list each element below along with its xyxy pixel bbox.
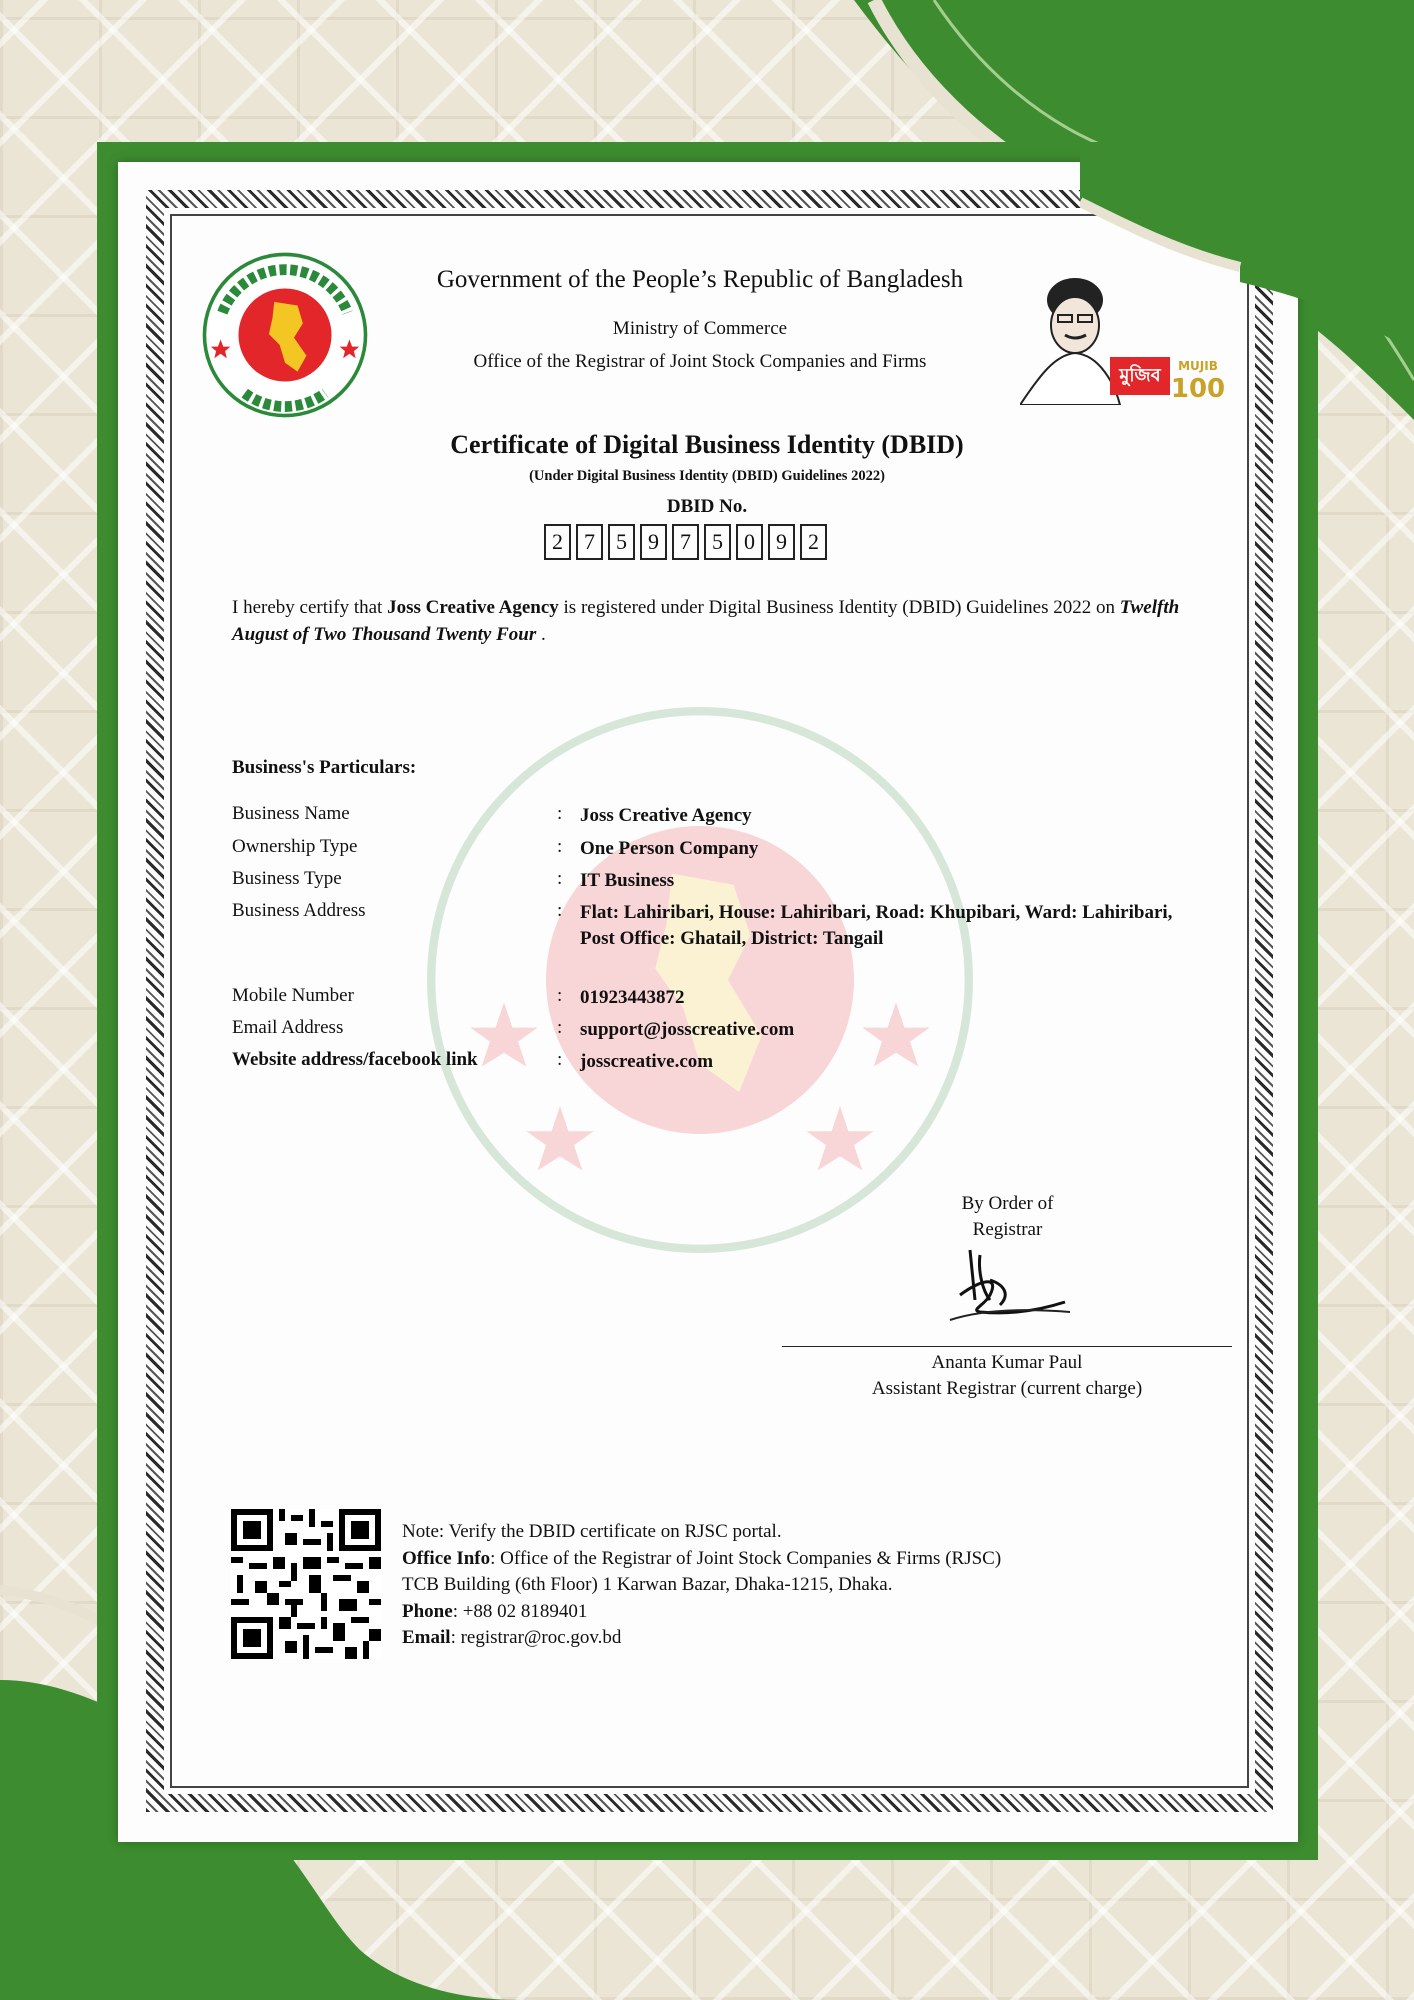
row-colon: : [557,1017,563,1038]
bangladesh-government-emblem [195,250,375,420]
dbid-digit: 2 [544,524,571,560]
particulars-title: Business's Particulars: [232,757,417,778]
certify-suffix: . [536,624,546,645]
ministry-name: Ministry of Commerce [612,318,788,339]
row-colon: : [557,1049,563,1070]
signature-line [782,1346,1232,1347]
dbid-number [544,524,827,560]
dbid-digit: 9 [768,524,795,560]
dbid-digit: 5 [704,524,731,560]
row-value: IT Business [580,870,675,891]
phone-info [402,1599,1001,1626]
row-label: Business Name [232,803,350,824]
certify-prefix: I hereby certify that [232,597,388,618]
phone-label: Phone [402,1600,453,1622]
mujib-100-logo [1020,255,1225,405]
certification-statement [232,594,1212,648]
by-order-block [900,1191,1115,1243]
row-colon: : [557,836,563,857]
svg-text:মুজিব: মুজিব [1119,365,1161,386]
row-label: Ownership Type [232,836,358,857]
government-title: Government of the People’s Republic of Bangladesh [436,266,964,293]
row-label: Business Address [232,900,366,921]
signer-designation: Assistant Registrar (current charge) [871,1378,1143,1399]
dbid-digit: 5 [608,524,635,560]
row-label: Website address/facebook link [232,1049,478,1070]
certificate-subtitle: (Under Digital Business Identity (DBID) Guidelines 2022) [529,468,885,484]
verification-qr-code[interactable] [231,1509,381,1659]
email-info [402,1625,1001,1652]
registrar-signature [930,1240,1080,1340]
seal-watermark [420,700,980,1260]
office-name: Office of the Registrar of Joint Stock Companies and Firms [473,351,927,372]
certificate-title: Certificate of Digital Business Identity (DBID) [450,430,964,459]
dbid-digit: 9 [640,524,667,560]
dbid-digit: 0 [736,524,763,560]
signer-name: Ananta Kumar Paul [931,1352,1083,1373]
email-value[interactable]: : registrar@roc.gov.bd [450,1627,622,1648]
row-label: Email Address [232,1017,344,1038]
email-label: Email [402,1627,451,1648]
row-value: 01923443872 [580,987,685,1008]
row-value: Joss Creative Agency [580,805,752,826]
row-colon: : [557,900,563,921]
row-value [580,900,1200,952]
certify-business-name: Joss Creative Agency [387,597,559,618]
row-colon: : [557,868,563,889]
phone-value: : +88 02 8189401 [452,1600,588,1622]
row-colon: : [557,985,563,1006]
row-label: Business Type [232,868,342,889]
registrar-text: Registrar [972,1219,1043,1240]
verify-note: Note: Verify the DBID certificate on RJSC portal. [402,1521,782,1542]
dbid-digit: 7 [672,524,699,560]
by-order-text: By Order of [961,1193,1054,1214]
dbid-digit: 2 [800,524,827,560]
certify-middle: is registered under Digital Business Identity (DBID) Guidelines 2022 on [558,597,1120,618]
svg-text:MUJIB: MUJIB [1178,359,1218,373]
row-value: josscreative.com [580,1051,714,1072]
row-value: One Person Company [580,838,759,859]
row-colon: : [557,803,563,824]
office-info-label: Office Info [402,1547,491,1569]
dbid-label: DBID No. [666,496,748,517]
office-info-value: : Office of the Registrar of Joint Stock Companies & Firms (RJSC) [490,1547,1002,1569]
row-value: support@josscreative.com [580,1019,795,1040]
address-line-1: Flat: Lahiribari, House: Lahiribari, Road: Khupibari, Ward: Lahiribari, [580,902,1173,923]
office-info [402,1546,1001,1573]
certify-date: Twelfth August of Two Thousand Twenty Four [232,597,1180,645]
signer-block [782,1350,1232,1402]
dbid-digit: 7 [576,524,603,560]
footer-note [402,1519,1001,1652]
office-address: TCB Building (6th Floor) 1 Karwan Bazar, Dhaka-1215, Dhaka. [402,1574,893,1595]
svg-text:100: 100 [1170,374,1225,404]
row-label: Mobile Number [232,985,354,1006]
address-line-2: Post Office: Ghatail, District: Tangail [580,928,884,949]
